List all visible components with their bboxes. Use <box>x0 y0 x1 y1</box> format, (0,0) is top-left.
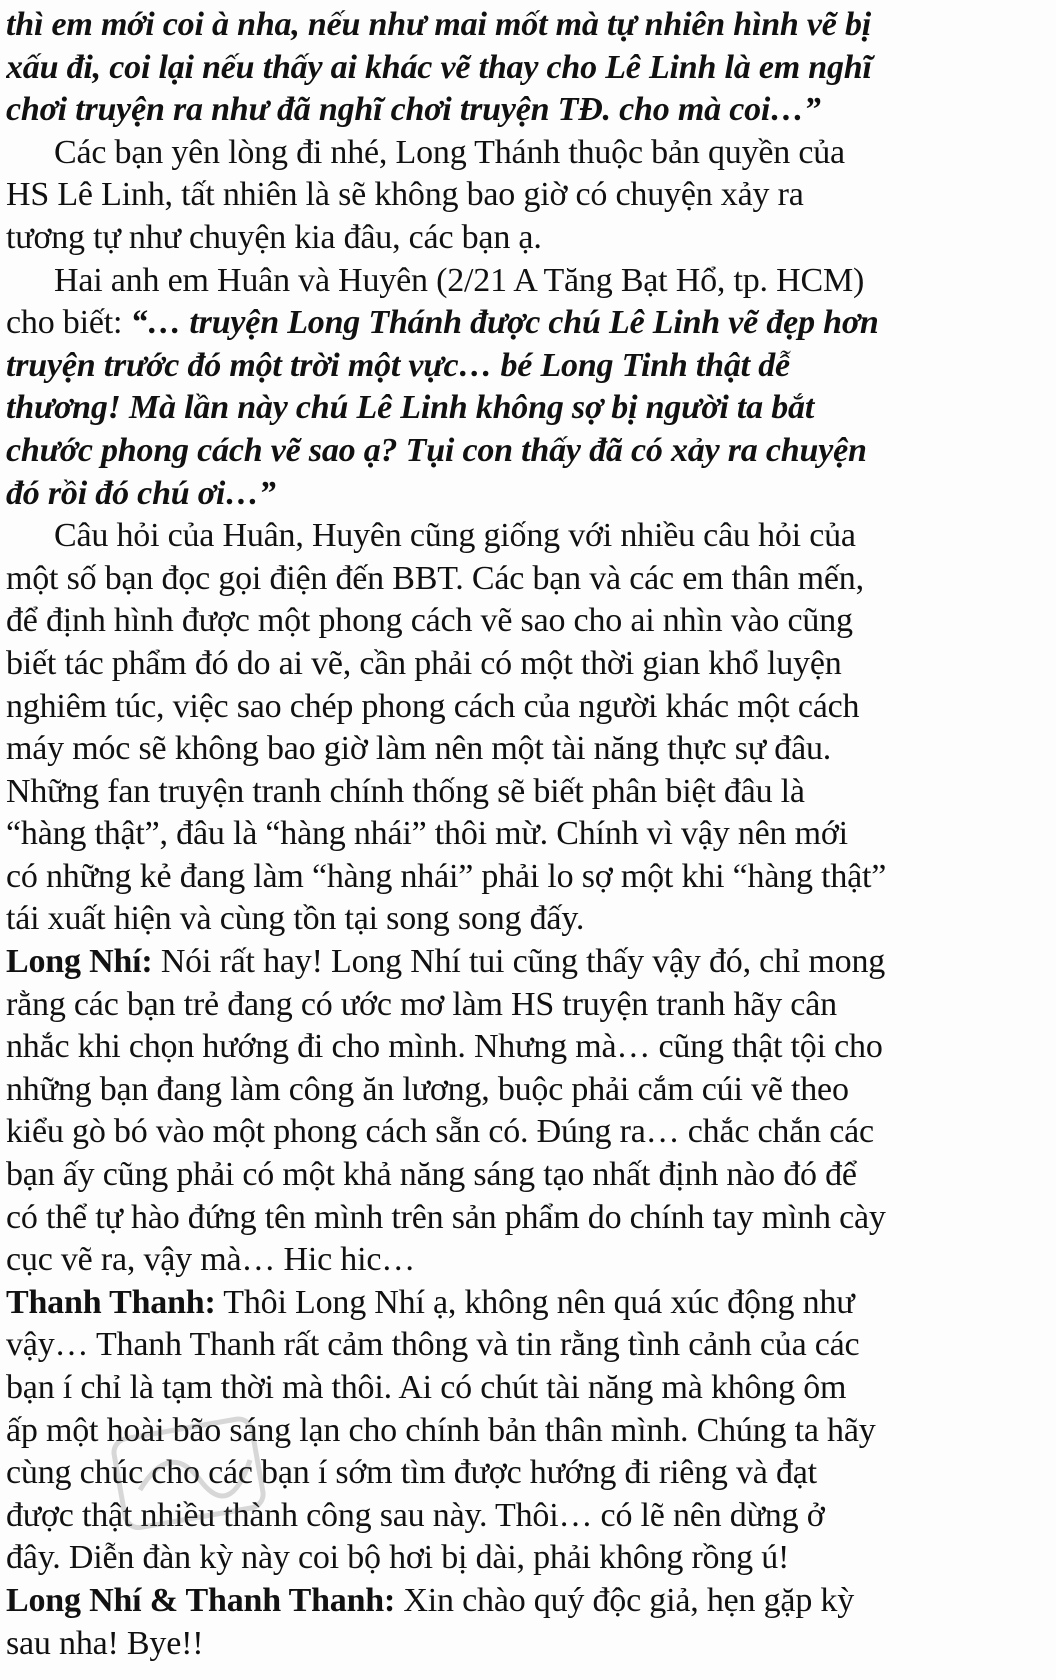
dialogue-line: đây. Diễn đàn kỳ này coi bộ hơi bị dài, phải không rồng ú! <box>6 1539 790 1577</box>
dialogue-line: sau nha! Bye!! <box>6 1624 204 1662</box>
dialogue-line: ấp một hoài bão sáng lạn cho chính bản thân mình. Chúng ta hãy <box>6 1411 876 1449</box>
dialogue-line: cùng chúc cho các bạn í sớm tìm được hướng đi riêng và đạt <box>6 1454 817 1492</box>
dialogue-line: vậy… Thanh Thanh rất cảm thông và tin rằng tình cảnh của các <box>6 1326 860 1364</box>
dialogue-text: Nói rất hay! Long Nhí tui cũng thấy vậy đó, chỉ mong <box>152 943 886 981</box>
paragraph-line: có những kẻ đang làm “hàng nhái” phải lo sợ một khi “hàng thật” <box>6 857 887 895</box>
paragraph-line: Những fan truyện tranh chính thống sẽ biết phân biệt đâu là <box>6 772 805 810</box>
speaker-thanh-thanh: Thanh Thanh: <box>6 1283 216 1321</box>
dialogue-line <box>6 1282 1046 1325</box>
paragraph-line: một số bạn đọc gọi điện đến BBT. Các bạn và các em thân mến, <box>6 559 864 597</box>
dialogue-line: bạn í chỉ là tạm thời mà thôi. Ai có chút tài năng mà không ôm <box>6 1369 847 1406</box>
dialogue-line: rằng các bạn trẻ đang có ước mơ làm HS truyện tranh hãy cân <box>6 985 837 1023</box>
paragraph-line: để định hình được một phong cách vẽ sao cho ai nhìn vào cũng <box>6 602 853 640</box>
dialogue-line: những bạn đang làm công ăn lương, buộc phải cắm cúi vẽ theo <box>6 1070 849 1108</box>
quote-line: đó rồi đó chú ơi…” <box>6 474 276 512</box>
article-column <box>6 4 1046 1665</box>
paragraph-line: máy móc sẽ không bao giờ làm nên một tài năng thực sự đâu. <box>6 730 832 768</box>
dialogue-line <box>6 941 1046 984</box>
paragraph-line: Hai anh em Huân và Huyên (2/21 A Tăng Bạt Hổ, tp. HCM) <box>54 261 865 299</box>
quote-line: thương! Mà lần này chú Lê Linh không sợ bị người ta bắt <box>6 389 815 427</box>
paragraph-line: biết tác phẩm đó do ai vẽ, cần phải có một thời gian khổ luyện <box>6 644 842 682</box>
paragraph-line: HS Lê Linh, tất nhiên là sẽ không bao giờ có chuyện xảy ra <box>6 176 804 214</box>
paragraph-line: tái xuất hiện và cùng tồn tại song song đấy. <box>6 900 585 938</box>
dialogue-line: nhắc khi chọn hướng đi cho mình. Nhưng mà… cũng thật tội cho <box>6 1028 883 1066</box>
dialogue-text: Thôi Long Nhí ạ, không nên quá xúc động như <box>215 1283 855 1321</box>
quote-line: truyện trước đó một trời một vực… bé Long Tinh thật dễ <box>6 346 790 384</box>
quote-line: chơi truyện ra như đã nghĩ chơi truyện TĐ. cho mà coi…” <box>6 91 821 129</box>
quote-line: chước phong cách vẽ sao ạ? Tụi con thấy đã có xảy ra chuyện <box>6 431 867 469</box>
dialogue-line: cục vẽ ra, vậy mà… Hic hic… <box>6 1241 416 1279</box>
dialogue-line: được thật nhiều thành công sau này. Thôi… có lẽ nên dừng ở <box>6 1496 825 1534</box>
paragraph-line: “hàng thật”, đâu là “hàng nhái” thôi mừ. Chính vì vậy nên mới <box>6 815 848 853</box>
dialogue-text: Xin chào quý độc giả, hẹn gặp kỳ <box>395 1581 855 1619</box>
speaker-long-nhi: Long Nhí: <box>6 943 153 981</box>
quote-text: “… truyện Long Thánh được chú Lê Linh vẽ đẹp hơn <box>130 304 879 342</box>
paragraph-line: tương tự như chuyện kia đâu, các bạn ạ. <box>6 218 542 256</box>
paragraph-line: Câu hỏi của Huân, Huyên cũng giống với nhiều câu hỏi của <box>54 517 856 555</box>
quote-line: xấu đi, coi lại nếu thấy ai khác vẽ thay cho Lê Linh là em nghĩ <box>6 48 872 86</box>
plain-text: cho biết: <box>6 304 131 342</box>
dialogue-line: kiểu gò bó vào một phong cách sẵn có. Đúng ra… chắc chắn các <box>6 1113 874 1151</box>
paragraph-line: nghiêm túc, việc sao chép phong cách của người khác một cách <box>6 687 860 725</box>
paragraph-line <box>6 302 1046 345</box>
dialogue-line <box>6 1580 1046 1623</box>
speaker-both: Long Nhí & Thanh Thanh: <box>6 1581 396 1619</box>
paragraph-line: Các bạn yên lòng đi nhé, Long Thánh thuộc bản quyền của <box>54 133 845 171</box>
dialogue-line: có thể tự hào đứng tên mình trên sản phẩm do chính tay mình cày <box>6 1198 886 1236</box>
dialogue-line: bạn ấy cũng phải có một khả năng sáng tạo nhất định nào đó để <box>6 1156 857 1194</box>
quote-line: thì em mới coi à nha, nếu như mai mốt mà tự nhiên hình vẽ bị <box>6 6 872 43</box>
